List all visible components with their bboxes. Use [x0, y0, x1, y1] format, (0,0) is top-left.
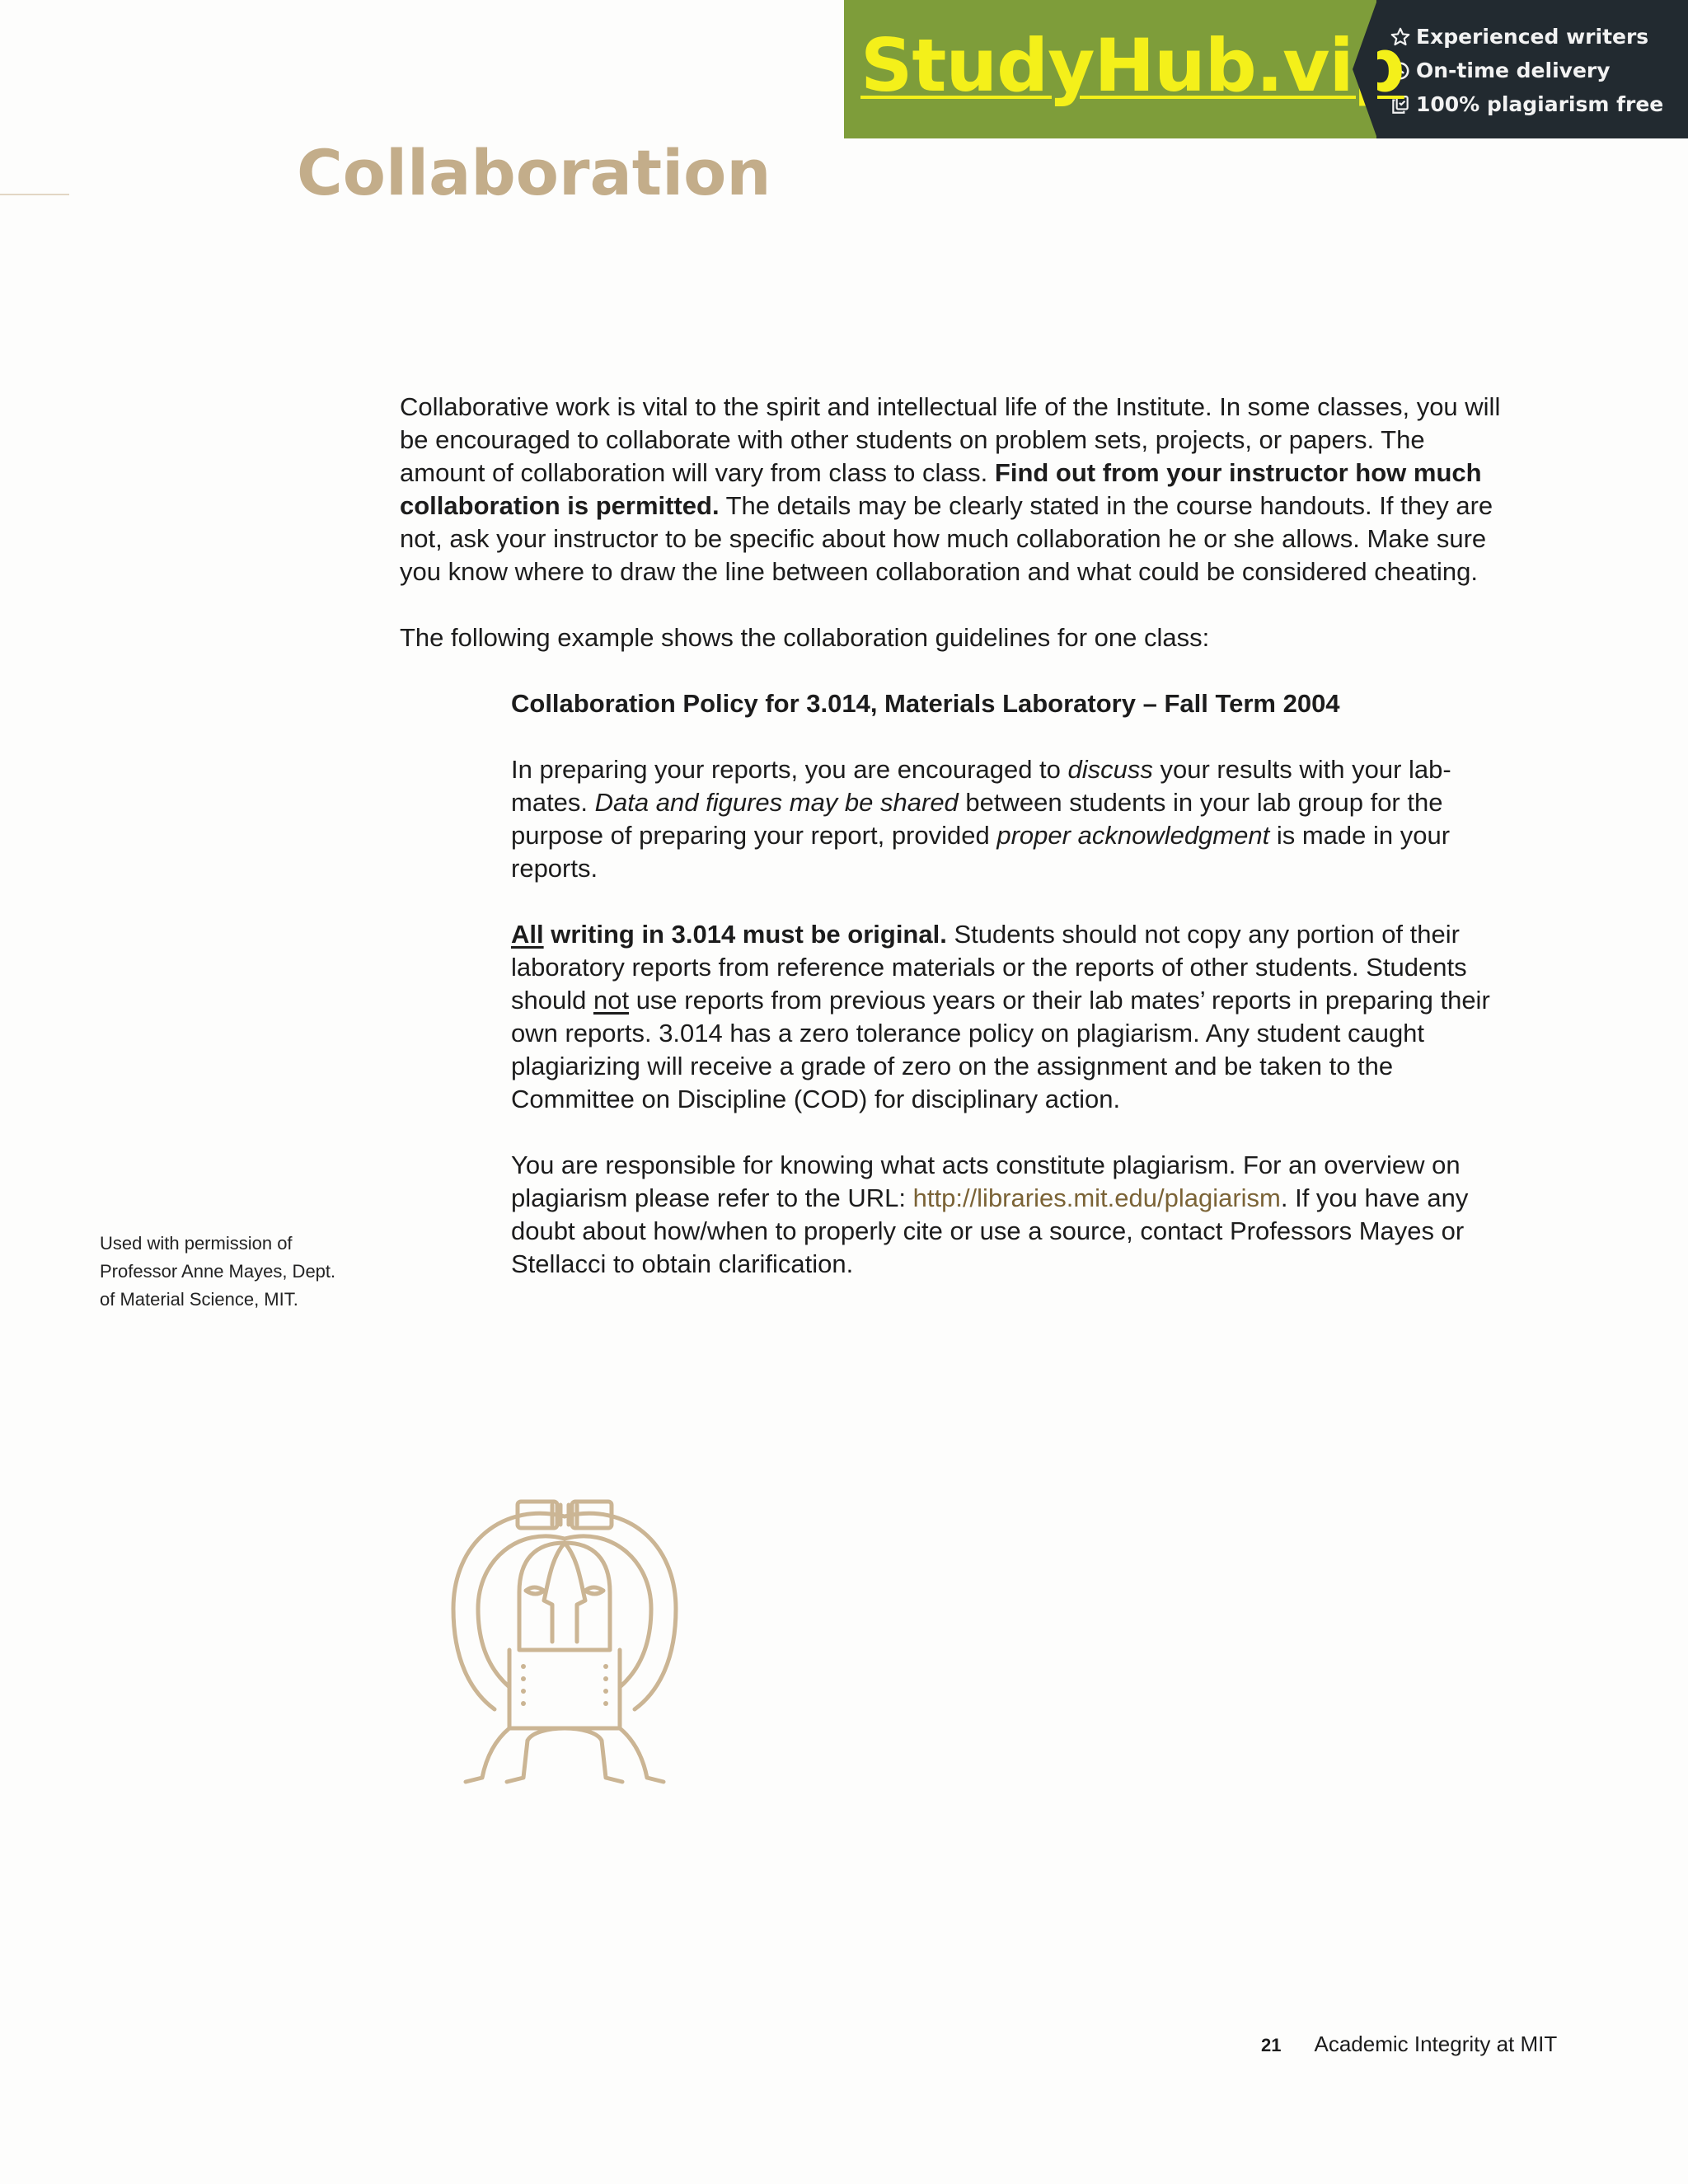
- policy-title: Collaboration Policy for 3.014, Materials Laboratory – Fall Term 2004: [511, 689, 1340, 718]
- feature-plagiarism-free: [1390, 87, 1688, 121]
- example-lead: The following example shows the collaboration guidelines for one class:: [400, 623, 1210, 652]
- plagiarism-url-link[interactable]: http://libraries.mit.edu/plagiarism: [912, 1183, 1281, 1212]
- main-text: [400, 391, 1504, 1281]
- feature-experienced-writers: [1390, 20, 1688, 54]
- feature-label: 100% plagiarism free: [1416, 92, 1664, 116]
- logo-text: StudyHub.vip: [860, 23, 1404, 108]
- footer-title: Academic Integrity at MIT: [1314, 2032, 1558, 2056]
- feature-on-time-delivery: [1390, 54, 1688, 87]
- policy-paragraph-1: In preparing your reports, you are encouraged to discuss your results with your lab-mates. Data and figures may be shared between students in your lab group for the purpose of preparing your report, provided proper acknowledgment is made in your reports.: [511, 755, 1451, 883]
- page-title: Collaboration: [297, 136, 771, 209]
- studyhub-logo[interactable]: [844, 0, 1404, 138]
- permission-note: Used with permission of Professor Anne Mayes, Dept. of Material Science, MIT.: [100, 1233, 336, 1310]
- page-number: 21: [1261, 2035, 1282, 2055]
- policy-paragraph-3: You are responsible for knowing what acts constitute plagiarism. For an overview on plagiarism please refer to the URL: http://libraries.mit.edu/plagiarism. If you have any doubt about how/when to properly cite or use a source, contact Professors Mayes or Stellacci to obtain clarification.: [511, 1151, 1469, 1278]
- margin-rule: [0, 194, 69, 195]
- feature-label: On-time delivery: [1416, 59, 1611, 82]
- figure-illustration: [437, 1493, 692, 1790]
- page-footer: [1261, 2029, 1557, 2060]
- policy-block: [400, 687, 1504, 1281]
- feature-label: Experienced writers: [1416, 25, 1649, 49]
- banner-features: [1376, 0, 1688, 138]
- intro-paragraph: Collaborative work is vital to the spirit and intellectual life of the Institute. In some classes, you will be encouraged to collaborate with other students on problem sets, projects, or papers. The amount of collaboration will vary from class to class. Find out from your instructor how much collaboration is permitted. The details may be clearly stated in the course handouts. If they are not, ask your instructor to be specific about how much collaboration he or she allows. Make sure you know where to draw the line between collaboration and what could be considered cheating.: [400, 392, 1501, 586]
- ad-banner[interactable]: [844, 0, 1688, 138]
- policy-paragraph-2: All writing in 3.014 must be original. Students should not copy any portion of their laboratory reports from reference materials or the reports of other students. Students should not use reports from previous years or their lab mates’ reports in preparing their own reports. 3.014 has a zero tolerance policy on plagiarism. Any student caught plagiarizing will receive a grade of zero on the assignment and be taken to the Committee on Discipline (COD) for disciplinary action.: [511, 920, 1490, 1113]
- intro-bold: Find out from your instructor how much collaboration is permitted.: [400, 458, 1482, 520]
